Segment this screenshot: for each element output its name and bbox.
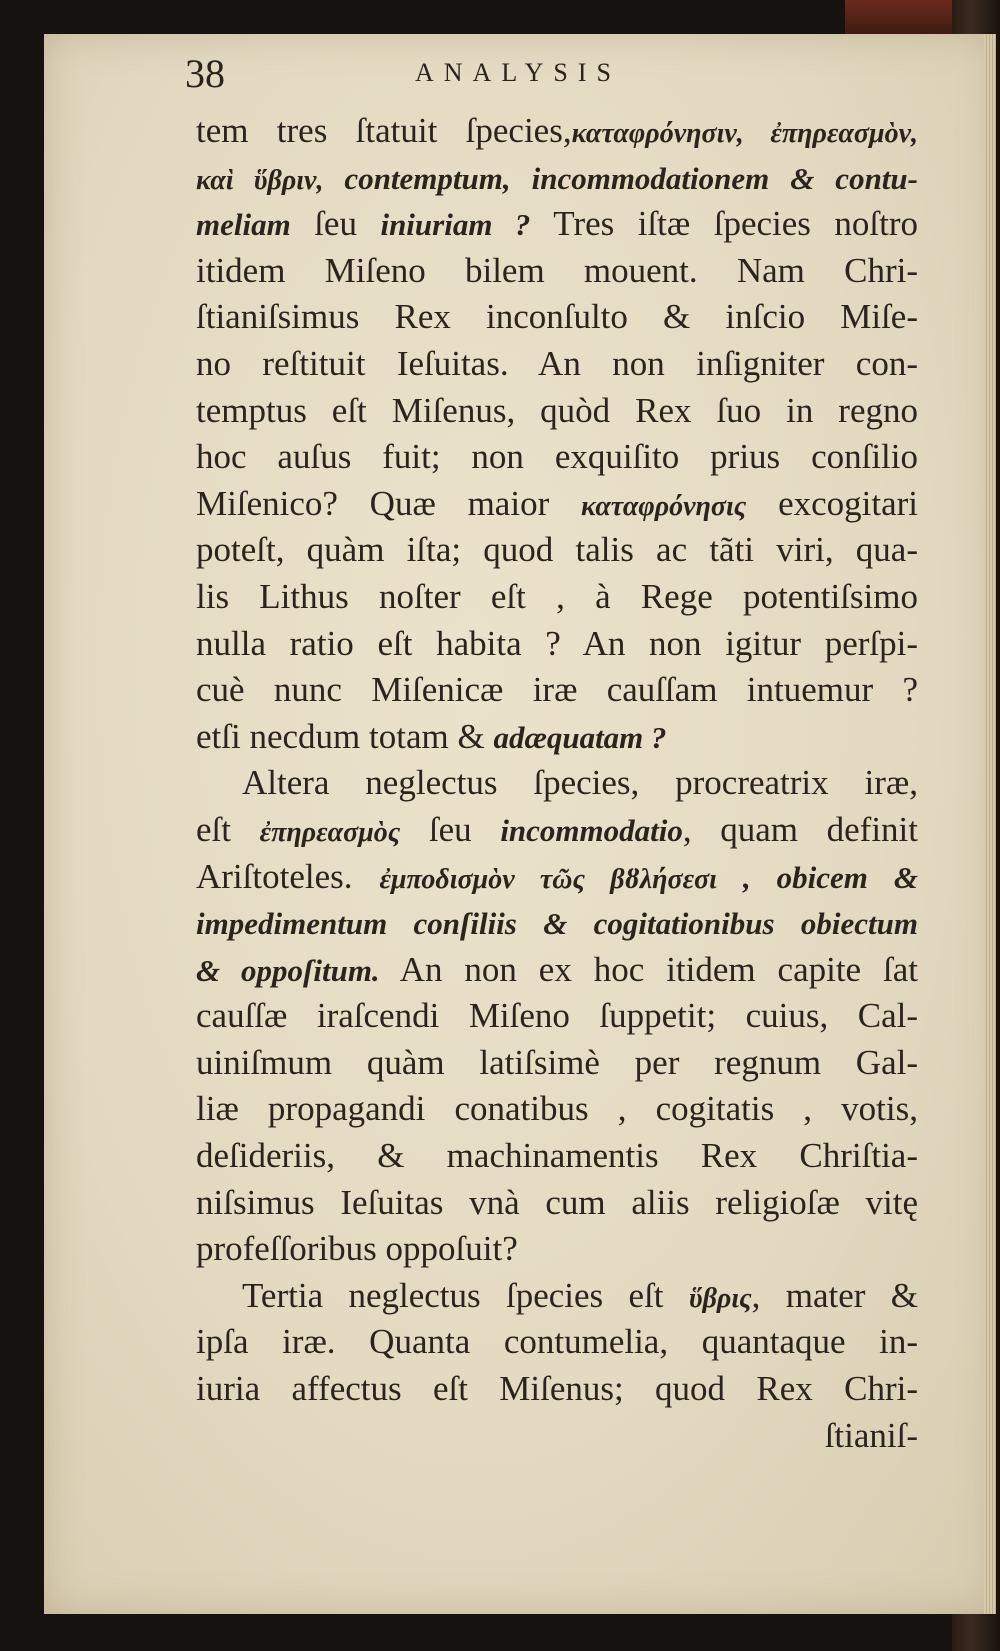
text-line [196, 1226, 918, 1273]
roman-text: Altera neglectus ſpecies, procreatrix iræ, [242, 763, 918, 803]
page-fore-edge [984, 34, 996, 1614]
greek-text: καὶ ὕβριν, [196, 164, 324, 196]
greek-text: ὕβρις [688, 1282, 752, 1314]
running-head: ANALYSIS [415, 58, 621, 87]
roman-text: Tertia neglectus ſpecies eſt [242, 1275, 689, 1315]
roman-text: iuria affectus eſt Miſenus; quod Rex Chri- [196, 1369, 918, 1409]
roman-text: temptus eſt Miſenus, quòd Rex ſuo in regno [196, 390, 918, 430]
roman-text: poteſt, quàm iſta; quod talis ac tãti viri, qua- [196, 530, 918, 570]
roman-text: deſideriis, & machinamentis Rex Chriſtia- [196, 1136, 918, 1176]
roman-text: lis Lithus noſter eſt , à Rege potentiſsimo [196, 576, 918, 616]
italic-text: incommodatio [500, 812, 683, 848]
roman-text: liæ propagandi conatibus , cogitatis , votis, [196, 1089, 918, 1129]
roman-text: etſi necdum totam & [196, 716, 494, 756]
text-line [196, 108, 918, 155]
roman-text: cauſſæ iraſcendi Miſeno ſuppetit; cuius, Cal- [196, 996, 918, 1036]
page-header [185, 50, 685, 110]
roman-text: hoc auſus fuit; non exquiſito prius conſilio [196, 437, 918, 477]
italic-text: meliam [196, 207, 291, 243]
roman-text: cuè nunc Miſenicæ iræ cauſſam intuemur ? [196, 670, 918, 710]
italic-text: impedimentum conſiliis & cogitationibus obiectum [196, 906, 918, 942]
text-line [196, 621, 918, 668]
roman-text: Tres iſtæ ſpecies noſtro [530, 204, 918, 244]
greek-text: ἐμποδισμὸν τῶς βȣλήσεσι [379, 863, 717, 895]
text-line [196, 527, 918, 574]
roman-text: ſeu [400, 809, 501, 849]
roman-text: , mater & [751, 1275, 918, 1315]
text-line [196, 388, 918, 435]
roman-text: Miſenico? Quæ maior [196, 483, 582, 523]
roman-text: niſsimus Ieſuitas vnà cum aliis religioſæ vitę [196, 1182, 918, 1222]
roman-text: no reſtituit Ieſuitas. An non inſigniter con- [196, 343, 918, 383]
italic-text: , obicem & [716, 859, 919, 895]
roman-text: nulla ratio eſt habita ? An non igitur perſpi- [196, 623, 918, 663]
roman-text: excogitari [746, 483, 918, 523]
text-line [196, 434, 918, 481]
roman-text: ſeu [290, 204, 381, 244]
text-line [196, 1133, 918, 1180]
roman-text: An non ex hoc itidem capite ſat [379, 949, 918, 989]
text-line [196, 201, 918, 248]
greek-text: καταφρόνησις [581, 490, 747, 522]
greek-text: καταφρόνησιν, ἐπηρεασμὸν, [571, 118, 918, 149]
roman-text: eſt [196, 809, 260, 849]
roman-text: ſtianiſsimus Rex inconſulto & inſcio Miſe- [196, 297, 918, 337]
page-number: 38 [185, 51, 225, 96]
italic-text: contemptum, incommodationem & contu- [323, 160, 918, 196]
text-line [196, 574, 918, 621]
roman-text: , quam definit [682, 809, 919, 849]
text-line [196, 760, 918, 807]
roman-text: uiniſmum quàm latiſsimè per regnum Gal- [196, 1042, 918, 1082]
text-line [196, 481, 918, 528]
text-line [196, 993, 918, 1040]
text-line [196, 1273, 918, 1320]
text-line [196, 341, 918, 388]
text-line [196, 1086, 918, 1133]
italic-text: adæquatam ? [493, 719, 667, 755]
roman-text: itidem Miſeno bilem mouent. Nam Chri- [196, 250, 918, 290]
text-line [196, 714, 918, 761]
text-line [196, 667, 918, 714]
text-line [196, 807, 918, 854]
italic-text: & oppoſitum. [196, 952, 380, 988]
roman-text: profeſſoribus oppoſuit? [196, 1229, 518, 1269]
text-line [196, 1319, 918, 1366]
text-line [196, 1040, 918, 1087]
text-line [196, 1180, 918, 1227]
text-line [196, 1366, 918, 1413]
text-line [196, 947, 918, 994]
text-line [196, 248, 918, 295]
roman-text: ipſa iræ. Quanta contumelia, quantaque in- [196, 1322, 918, 1362]
roman-text: ſtianiſ- [824, 1415, 918, 1455]
text-line [196, 900, 918, 947]
italic-text: iniuriam ? [380, 207, 531, 243]
text-line [196, 1413, 918, 1460]
body-text [196, 108, 918, 1459]
text-line [196, 854, 918, 901]
text-line [196, 294, 918, 341]
roman-text: Ariſtoteles. [196, 856, 380, 896]
greek-text: ἐπηρεασμὸς [259, 816, 401, 848]
text-line [196, 155, 918, 202]
roman-text: tem tres ſtatuit ſpecies, [196, 111, 572, 150]
